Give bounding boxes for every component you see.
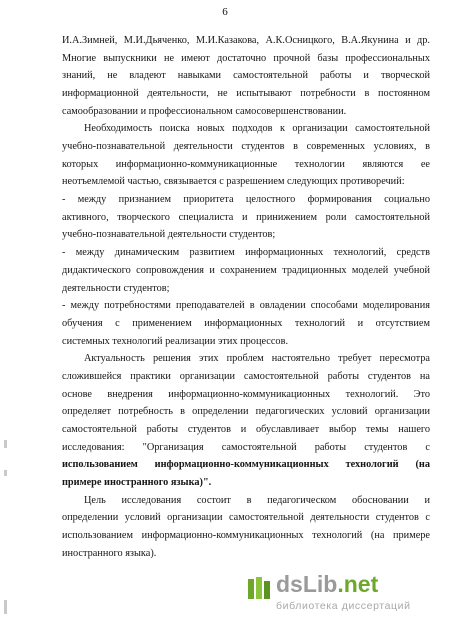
text-line: деятельности студентов; — [62, 282, 170, 294]
text-line: Многие выпускники не имеют достаточно прочной базы профессиональных — [62, 52, 430, 64]
text-line: знаний, не владеют навыками самостоятельной работы и творческой — [62, 70, 430, 82]
text-line: активного, творческого специалиста и принижением роли самостоятельной — [62, 211, 430, 223]
watermark-site-name: dsLib — [276, 571, 338, 597]
text-line: системных технологий реализации этих процессов. — [62, 335, 289, 347]
text-line: И.А.Зимней, М.И.Дьяченко, М.И.Казакова, А.К.Осницкого, В.А.Якунина и др. — [62, 35, 430, 46]
text-line: - между потребностями преподавателей в овладении способами моделирования — [62, 300, 430, 312]
watermark-caption: библиотека диссертаций — [276, 600, 411, 612]
watermark — [246, 573, 436, 615]
text-line: сложившейся практики организации самостоятельной работы студентов на — [62, 370, 430, 382]
text-line: неотъемлемой частью, связывается с разрешением следующих противоречий: — [62, 176, 405, 188]
text-line: - между признанием приоритета целостного формирования социально — [62, 194, 430, 206]
text-line: Необходимость поиска новых подходов к организации самостоятельной — [84, 123, 430, 135]
text-line: обучения с применением информационных технологий и отсутствием — [62, 317, 430, 329]
text-line: учебно-познавательной деятельности студентов; — [62, 229, 276, 241]
watermark-site-tld: .net — [337, 571, 379, 597]
text-line: информационной деятельности, не испытывают потребности в постоянном — [62, 88, 430, 100]
text-line: Актуальность решения этих проблем настоятельно требует пересмотра — [84, 353, 430, 365]
margin-scan-mark — [4, 440, 7, 448]
text-line: использованием информационно-коммуникационных технологий (на — [62, 459, 430, 471]
text-line: исследования: "Организация самостоятельной работы студентов с — [62, 441, 430, 453]
text-line: основе внедрения информационно-коммуникационных технологий. Это — [62, 388, 430, 400]
text-line: примере иностранного языка)". — [62, 477, 212, 488]
watermark-site — [276, 571, 378, 598]
text-line: которых информационно-коммуникационные технологии являются ее — [62, 158, 430, 170]
text-line: иностранного языка). — [62, 547, 157, 559]
text-line: использованием информационно-коммуникационных технологий (на примере — [62, 530, 430, 542]
text-line: учебно-познавательной деятельности студентов в современных условиях, в — [62, 141, 430, 153]
text-line: определении условий организации самостоятельной деятельности студентов с — [62, 512, 430, 524]
text-line: определяет потребность в определении педагогических условий организации — [62, 406, 430, 418]
text-line: - между динамическим развитием информационных технологий, средств — [62, 247, 430, 259]
text-line: Цель исследования состоит в педагогическом обосновании и — [84, 494, 430, 506]
page-number: 6 — [222, 6, 228, 18]
margin-scan-mark — [4, 600, 7, 614]
text-line: дидактического сопровождения и сохранением традиционных моделей учебной — [62, 264, 430, 276]
text-line: самостоятельной работы студентов и обуславливает выбор темы нашего — [62, 423, 430, 435]
text-line: самообразовании и профессиональном самосовершенствовании. — [62, 105, 347, 117]
margin-scan-mark — [4, 470, 7, 476]
dslib-logo-icon — [246, 575, 274, 601]
